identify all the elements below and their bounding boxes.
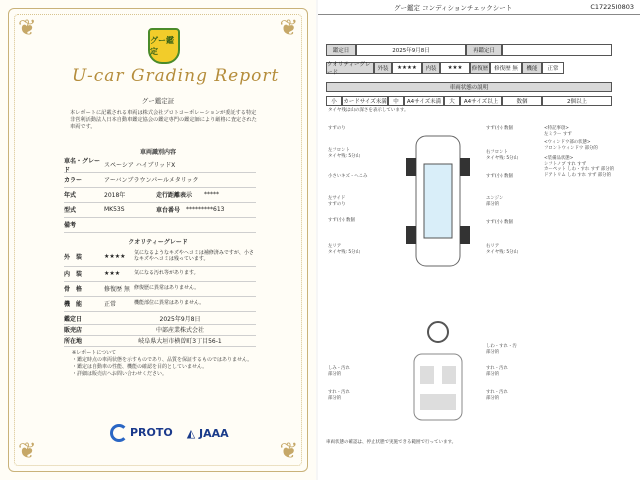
goo-badge-logo: グー鑑定 <box>148 28 180 64</box>
vehicle-section-title: 車両識別内容 <box>139 149 176 156</box>
window-notes: <ウィンドウ部の状態> フロントウィンドウ 部分的 <box>544 140 598 151</box>
special-notes: <特記事項> 左ミラー すず <box>544 126 572 137</box>
int-value: ★★★ <box>440 62 470 74</box>
jaaa-logo: ◭ JAAA <box>186 426 229 440</box>
ext-label: 外装 <box>374 62 392 74</box>
int-label: 内装 <box>422 62 440 74</box>
quality-section-title: クオリティーグレード <box>128 239 188 246</box>
report-notes: ※レポートについて ・鑑定時点の車両状態を示すものであり、品質を保証するものではありません。 ・鑑定は自動車の性能、機能の確認を目的としていません。 ・詳細は販売店へお問い合わせください。 <box>72 350 253 377</box>
quality-row: 骨 格 修復歴 無 修復歴に異常はありません。 <box>64 281 256 297</box>
quality-row: 内 装 ★★★ 気になる汚れ等があります。 <box>64 266 256 282</box>
condition-check-sheet <box>318 0 640 480</box>
callout-right: エンジン 部分的 <box>486 196 504 207</box>
callout-left: 小さいキズ・へこみ <box>328 174 368 179</box>
seat-front-right <box>442 366 456 384</box>
footer-row: 販売店 中部産業株式会社 <box>64 324 256 336</box>
callout-interior: すれ・汚れ 部分的 <box>328 390 350 401</box>
callout-right: すず(小) 数個 <box>486 220 513 225</box>
callout-left: 左サイド すずのり <box>328 196 346 207</box>
vehicle-row: 年式 2018年 走行距離表示 ***** <box>64 187 256 203</box>
callout-left: 左リア タイヤ残: 5分山 <box>328 244 360 255</box>
wheel-fr <box>460 158 470 176</box>
wheel-rr <box>460 226 470 244</box>
corner-swirl: ❦ <box>279 439 298 464</box>
wheel-rl <box>406 226 416 244</box>
callout-right: すず(小) 数個 <box>486 126 513 131</box>
callout-interior: しわ・すれ・汚 部分的 <box>486 344 517 355</box>
size-cell: 小 <box>326 96 342 106</box>
callout-left: すずのり <box>328 126 346 131</box>
report-subtitle: グー鑑定証 <box>141 97 175 105</box>
vehicle-row: 備考 <box>64 217 256 233</box>
frame-value: 修復歴 無 <box>490 62 522 74</box>
reinspect-value <box>502 44 612 56</box>
date-value: 2025年9月8日 <box>356 44 466 56</box>
count-cell: 数個 <box>502 96 542 106</box>
callout-left: すず(小) 数個 <box>328 218 355 223</box>
size-cell: 大 <box>444 96 460 106</box>
seat-front-left <box>420 366 434 384</box>
size-cell: 中 <box>388 96 404 106</box>
wheel-fl <box>406 158 416 176</box>
corner-swirl: ❦ <box>18 439 37 464</box>
car-roof <box>424 164 452 238</box>
corner-swirl: ❦ <box>18 16 37 41</box>
callout-interior: しみ・汚れ 部分的 <box>328 366 350 377</box>
callout-right: すず(小) 数個 <box>486 174 513 179</box>
callout-right: 右リア タイヤ残: 5分山 <box>486 244 518 255</box>
quality-row: 外 装 ★★★★ 気になるようなキズやヘコミは補修済みですが、小さなキズやヘコミは残っています。 <box>64 246 256 267</box>
car-top-diagram <box>388 126 488 276</box>
reinspect-label: 再鑑定日 <box>466 44 502 56</box>
date-label: 鑑定日 <box>326 44 356 56</box>
grading-report-card <box>0 0 316 480</box>
callout-left: 左フロント タイヤ残: 5分山 <box>328 148 360 159</box>
sheet-header <box>318 0 640 15</box>
footer-row: 鑑定日 2025年9月8日 <box>64 313 256 325</box>
size-cell: カードサイズ未満 <box>342 96 388 106</box>
quality-label: クオリティーグレード <box>326 62 374 74</box>
sheet-title: グー鑑定 コンディションチェックシート <box>394 3 513 12</box>
condition-title: 車両状態の説明 <box>326 82 612 92</box>
steering-wheel-icon <box>428 322 448 342</box>
vehicle-row: 型式 MK53S 車台番号 *********613 <box>64 202 256 218</box>
func-value: 正常 <box>542 62 564 74</box>
tire-legend: タイヤ残は山の深さを表示しています。 <box>328 108 409 113</box>
vehicle-row: カラー アーバンブラウンパールメタリック <box>64 172 256 188</box>
count-cell: 2個以上 <box>542 96 612 106</box>
frame-label: 修復歴 <box>470 62 490 74</box>
footer-row: 所在地 岐阜県大垣市横曽町3丁目56-1 <box>64 335 256 347</box>
report-intro: 本レポートに記載される車両は株式会社プロトコーポレーションが委託する特定非営利活動法人日本自動車鑑定協会の鑑定専門の鑑定師により厳格に査定された車両です。 <box>70 110 257 131</box>
ext-value: ★★★★ <box>392 62 422 74</box>
corner-swirl: ❦ <box>279 16 298 41</box>
bottom-note: 車両状態の確認は、停止状態で実施できる範囲で行っています。 <box>326 440 457 445</box>
callout-interior: すれ・汚れ 部分的 <box>486 390 508 401</box>
sponsor-logos <box>110 424 229 442</box>
interior-outline <box>414 354 462 420</box>
quality-row: 機 能 正常 機能部位に異常はありません。 <box>64 296 256 312</box>
size-cell: A4サイズ未満 <box>404 96 444 106</box>
seat-rear <box>420 394 456 410</box>
callout-right: 右フロント タイヤ残: 5分山 <box>486 150 518 161</box>
proto-logo: PROTO <box>110 424 173 442</box>
equipment-notes: <装備品状態> シフトノブ すれ すず カーペット しわ・すれ すず 部分的 ドアトリム しわ すれ すず 部分的 <box>544 156 615 178</box>
vehicle-row: 車名・グレード スペーシア ハイブリッドX <box>64 157 256 173</box>
size-cell: A4サイズ以上 <box>460 96 502 106</box>
report-title: U-car Grading Report <box>72 66 280 86</box>
func-label: 機能 <box>522 62 542 74</box>
callout-interior: すれ・汚れ 部分的 <box>486 366 508 377</box>
proto-mark-icon <box>110 424 128 442</box>
car-interior-diagram <box>408 318 468 428</box>
sheet-id: C17225I0803 <box>590 3 634 11</box>
